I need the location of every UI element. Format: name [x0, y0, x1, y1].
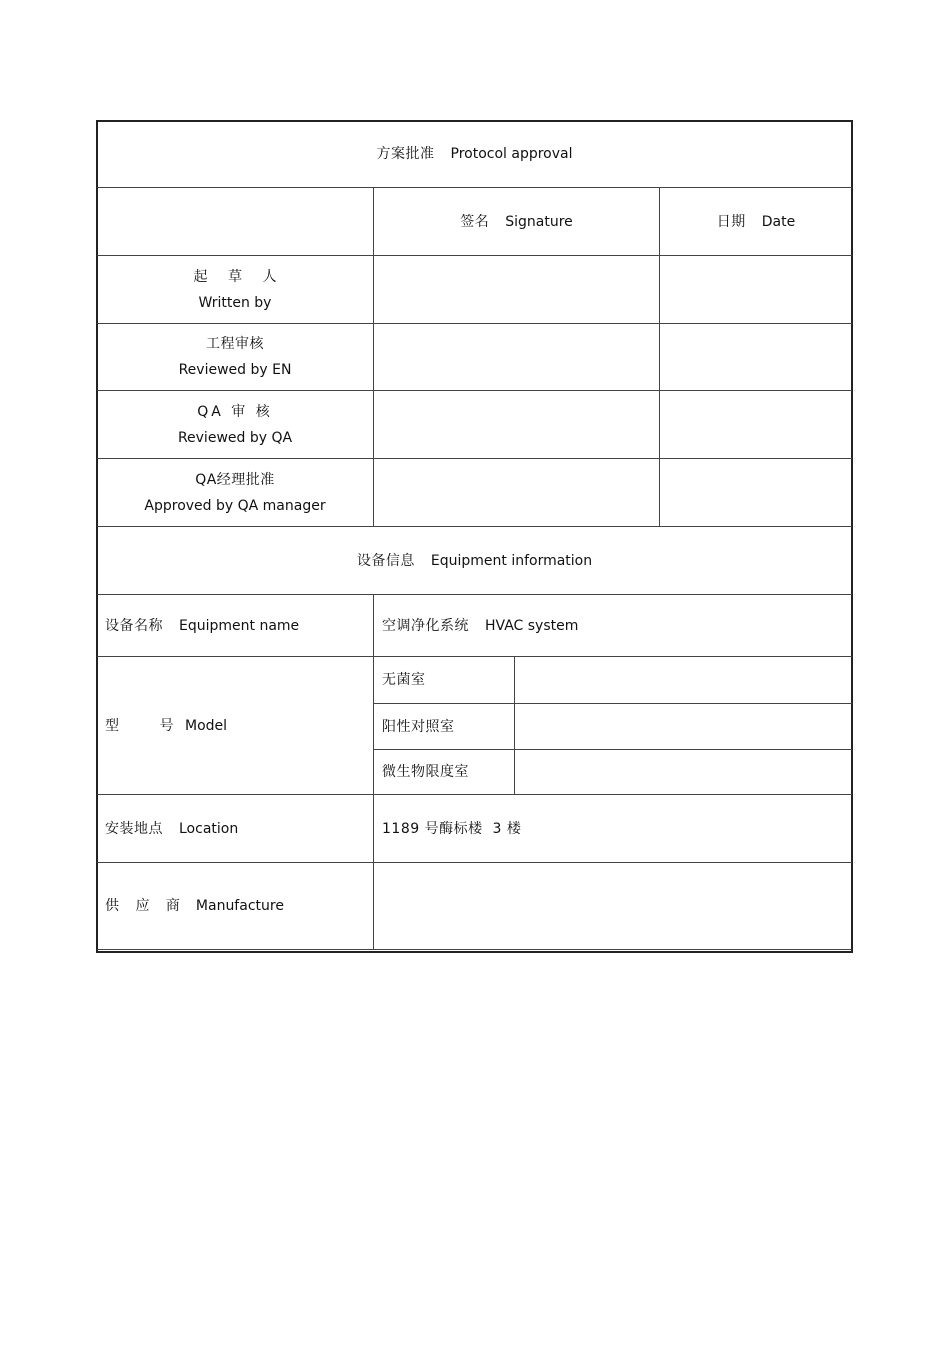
model-room-label: 微生物限度室 [382, 764, 469, 780]
model-room-label: 阳性对照室 [382, 718, 455, 735]
model-label [97, 657, 373, 794]
date-header-cn: 日期 [716, 213, 746, 230]
written-by-label [97, 256, 373, 323]
table-rule [97, 949, 852, 950]
manufacture-en: Manufacture [195, 898, 284, 914]
reviewed-by-en-cn: 工程审核 [206, 336, 264, 352]
reviewed-by-qa-en: Reviewed by QA [177, 429, 293, 446]
approved-by-qa-manager-en: Approved by QA manager [144, 497, 326, 514]
model-room-microbial-limit [374, 750, 514, 794]
reviewed-by-en-en: Reviewed by EN [178, 362, 292, 378]
protocol-approval-header [97, 121, 852, 187]
equipment-information-en: Equipment information [430, 552, 593, 569]
equipment-name-cn: 设备名称 [105, 617, 163, 634]
location-value [374, 795, 852, 862]
approved-by-qa-manager-cn: QA经理批准 [195, 471, 275, 488]
equipment-information-header [97, 527, 852, 594]
date-header-en: Date [761, 213, 796, 230]
signature-header-en: Signature [505, 213, 573, 230]
manufacture-label [97, 863, 373, 949]
reviewed-by-en-label [97, 324, 373, 390]
manufacture-cn: 供 应 商 [105, 898, 186, 914]
equipment-name-value-en: HVAC system [485, 617, 579, 634]
signature-header-cn: 签名 [460, 213, 490, 230]
equipment-name-label [97, 595, 373, 656]
model-room-label: 无菌室 [382, 672, 426, 688]
model-room-sterile [374, 657, 514, 703]
location-cn: 安装地点 [105, 820, 163, 837]
protocol-approval-cn: 方案批准 [376, 146, 435, 162]
equipment-name-en: Equipment name [179, 617, 300, 634]
model-cn-2: 号 [159, 717, 174, 734]
equipment-information-cn: 设备信息 [356, 552, 415, 569]
model-cn-1: 型 [105, 717, 120, 734]
equipment-name-value-cn: 空调净化系统 [382, 617, 469, 634]
protocol-approval-en: Protocol approval [450, 146, 573, 162]
location-en: Location [179, 820, 239, 837]
approved-by-qa-manager-label [97, 459, 373, 526]
model-room-positive-control [374, 704, 514, 749]
reviewed-by-qa-label [97, 391, 373, 458]
reviewed-by-qa-cn: QA 审 核 [197, 403, 273, 420]
location-label [97, 795, 373, 862]
date-header [660, 188, 852, 255]
written-by-en: Written by [198, 294, 272, 311]
table-rule [514, 657, 515, 794]
written-by-cn: 起 草 人 [193, 268, 285, 285]
signature-header [374, 188, 659, 255]
equipment-name-value [374, 595, 852, 656]
location-value-text: 1189 号酶标楼 3 楼 [382, 820, 522, 837]
model-en: Model [185, 717, 228, 734]
